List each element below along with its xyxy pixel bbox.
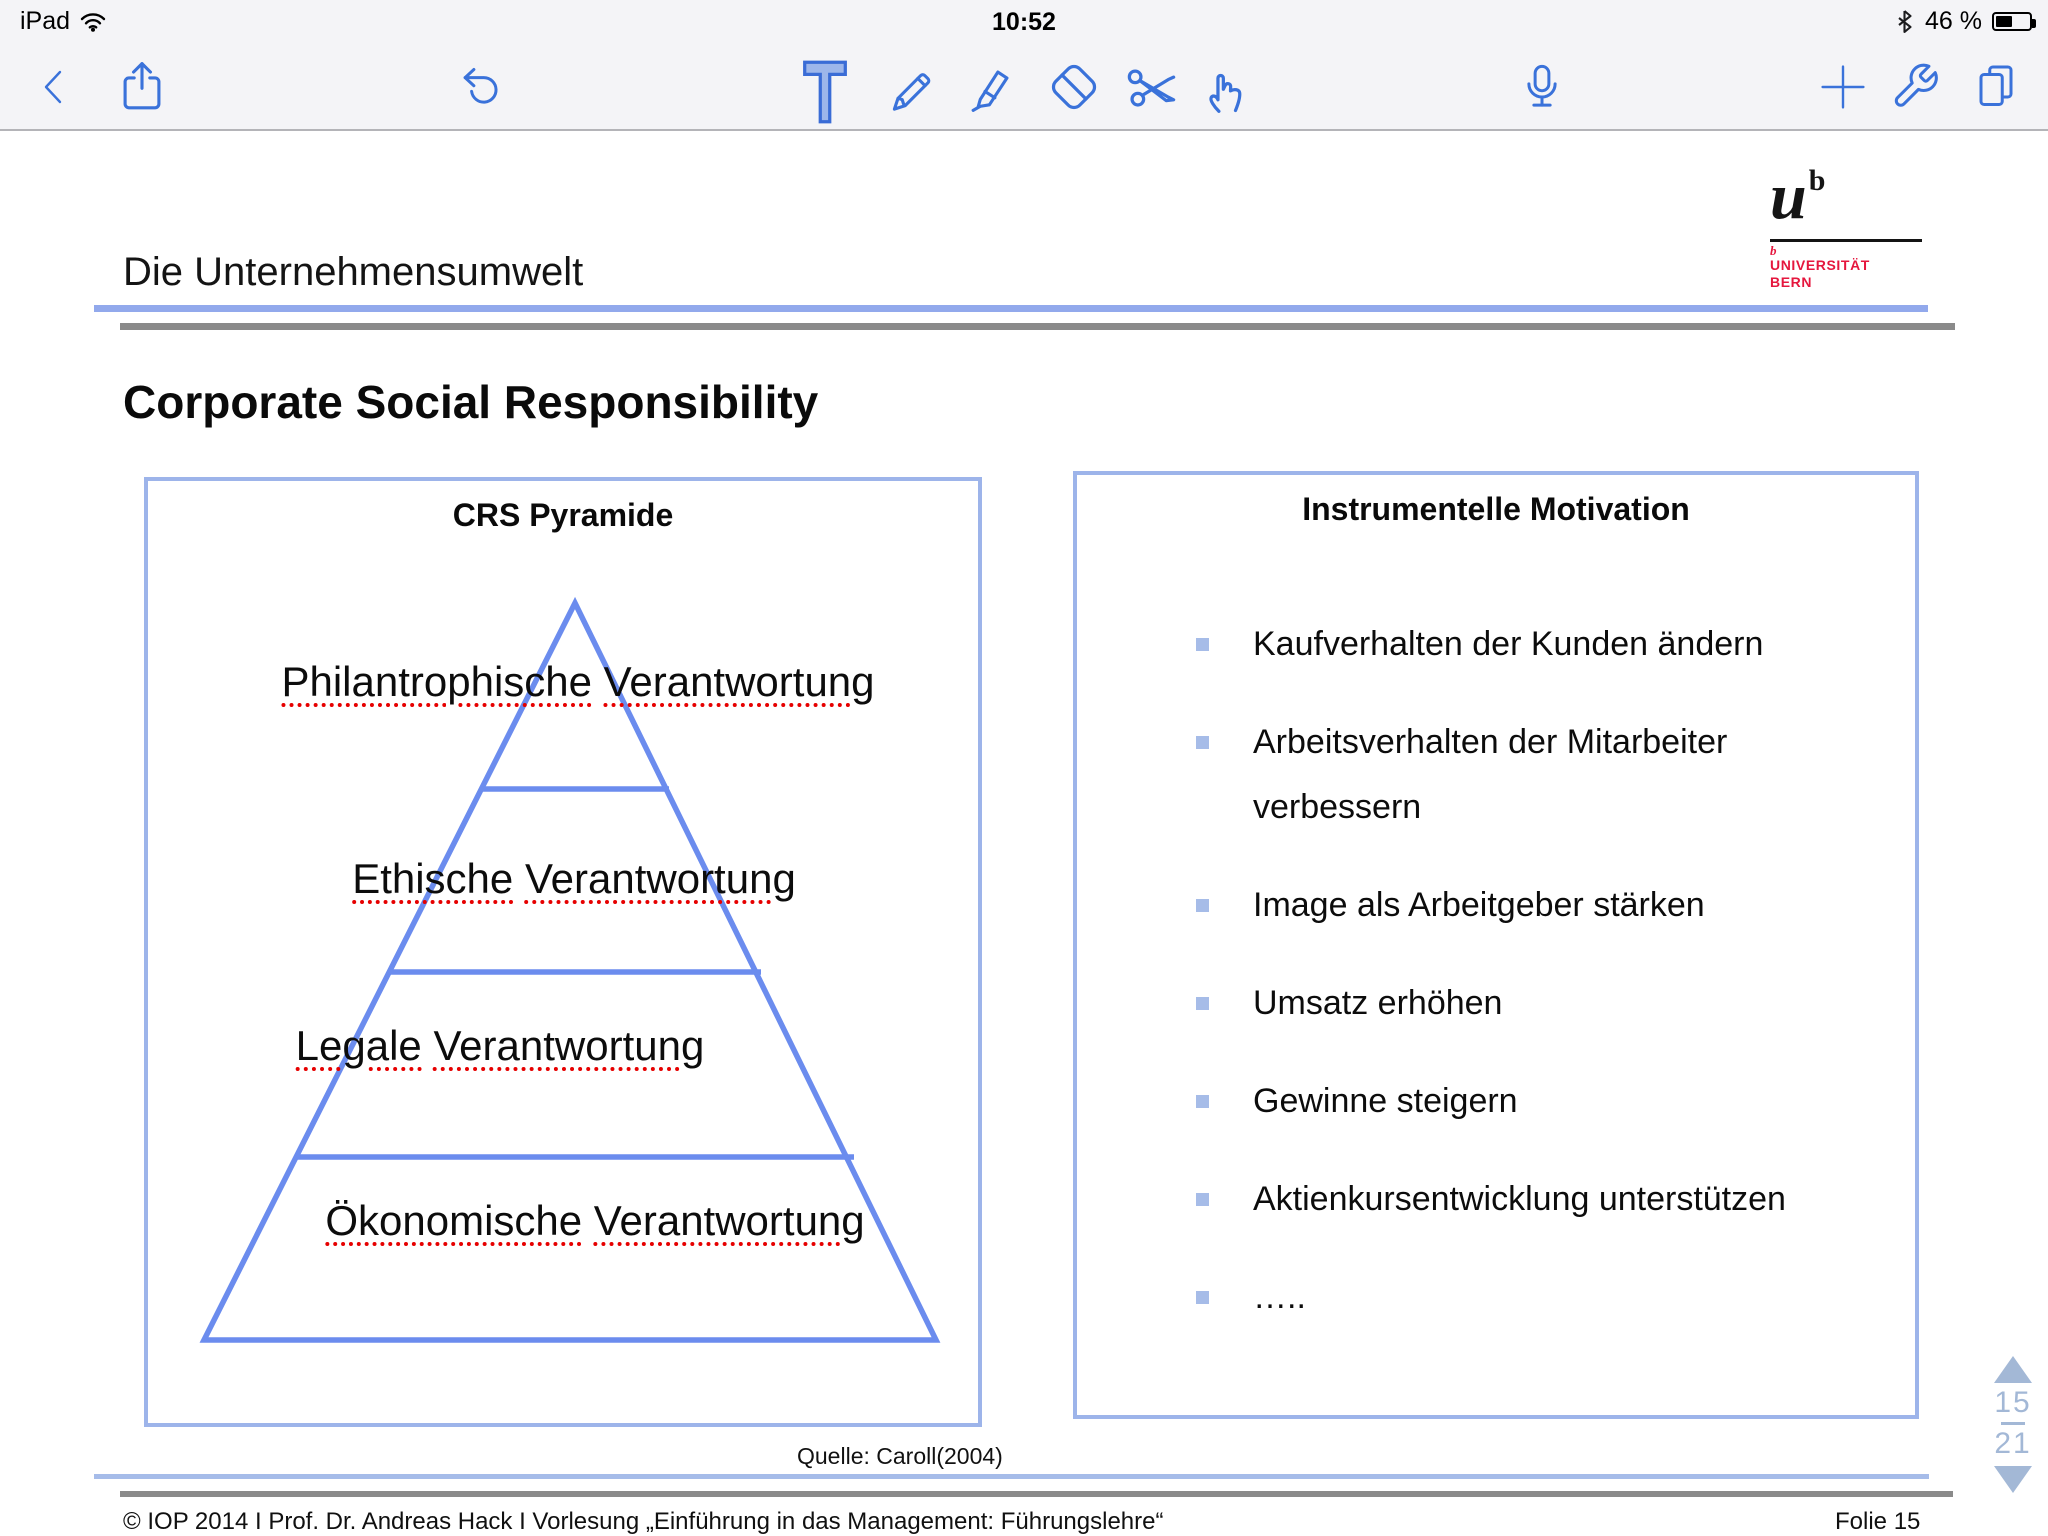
source-citation: Quelle: Caroll(2004) — [797, 1443, 1003, 1469]
highlighter-tool-button[interactable] — [962, 44, 1022, 130]
pyramid-level-ethical: Ethische Verantwortung — [352, 855, 796, 902]
page-navigator — [1988, 1356, 2038, 1493]
hand-tool-icon — [1200, 60, 1254, 114]
crs-pyramid-diagram — [144, 477, 982, 1427]
bluetooth-icon — [1895, 8, 1915, 35]
pyramid-level-economic: Ökonomische Verantwortung — [325, 1197, 865, 1244]
footer-slide-number: Folie 15 — [1835, 1508, 1921, 1535]
share-button[interactable] — [112, 44, 172, 130]
page-divider — [2001, 1422, 2025, 1425]
tools-icon — [1890, 61, 1942, 113]
share-icon — [116, 59, 168, 115]
top-bar — [0, 0, 2048, 131]
record-audio-button[interactable] — [1512, 44, 1572, 130]
motivation-bullet-list — [1088, 612, 1898, 1363]
logo-university-label: UNIVERSITÄT BERN — [1770, 257, 1870, 290]
list-item: Kaufverhalten der Kunden ändern — [1088, 612, 1893, 677]
page-up-icon[interactable] — [1994, 1356, 2032, 1383]
header-rule-gray — [120, 323, 1955, 330]
list-item: Gewinne steigern — [1088, 1069, 1893, 1134]
tools-button[interactable] — [1886, 44, 1946, 130]
undo-button[interactable] — [452, 44, 512, 130]
list-item: Arbeitsverhalten der Mitarbeiter verbessern — [1088, 710, 1893, 840]
add-page-button[interactable] — [1815, 44, 1871, 130]
pages-icon — [1971, 61, 2021, 113]
battery-icon — [1992, 12, 2032, 31]
toolbar — [0, 44, 2048, 130]
list-item: Umsatz erhöhen — [1088, 971, 1893, 1036]
back-icon — [35, 65, 75, 109]
page-total: 21 — [1994, 1427, 2032, 1460]
crs-pyramid-box-title: CRS Pyramide — [452, 497, 674, 533]
text-tool-icon — [802, 59, 848, 125]
logo-rule — [1770, 239, 1922, 242]
back-button[interactable] — [30, 44, 80, 130]
undo-icon — [457, 61, 507, 113]
add-page-icon — [1819, 63, 1867, 111]
pyramid-level-philanthropic: Philantrophische Verantwortung — [281, 658, 875, 705]
slide-page — [0, 131, 2048, 1536]
status-bar — [0, 0, 2048, 44]
eraser-tool-button[interactable] — [1044, 44, 1104, 130]
clock: 10:52 — [992, 8, 1056, 36]
page-down-icon[interactable] — [1994, 1466, 2032, 1493]
microphone-icon — [1517, 59, 1567, 115]
eraser-tool-icon — [1047, 60, 1101, 114]
footer-rule-gray — [120, 1491, 1953, 1497]
text-tool-button[interactable] — [797, 44, 853, 140]
hand-tool-button[interactable] — [1197, 44, 1257, 130]
footer-rule-blue — [94, 1474, 1929, 1479]
scissors-tool-button[interactable] — [1120, 44, 1180, 130]
device-label: iPad — [20, 7, 71, 35]
list-item: Aktienkursentwicklung unterstützen — [1088, 1167, 1893, 1232]
header-rule-blue — [94, 305, 1928, 312]
list-item: Image als Arbeitgeber stärken — [1088, 873, 1893, 938]
battery-percent: 46 % — [1925, 7, 1982, 35]
pen-tool-icon — [884, 61, 936, 113]
page-current: 15 — [1994, 1386, 2032, 1419]
slide-title: Corporate Social Responsibility — [123, 376, 819, 428]
instrumental-motivation-title: Instrumentelle Motivation — [1302, 491, 1690, 527]
list-item: ….. — [1088, 1265, 1893, 1330]
highlighter-tool-icon — [966, 61, 1018, 113]
footer-copyright: © IOP 2014 I Prof. Dr. Andreas Hack I Vorlesung „Einführung in das Management: Führungslehre“ — [123, 1508, 1164, 1535]
slide-header-title: Die Unternehmensumwelt — [123, 250, 584, 294]
scissors-tool-icon — [1123, 60, 1177, 114]
logo-u-mark: $u^b$ — [1770, 160, 1826, 233]
pyramid-level-legal: Legale Verantwortung — [295, 1022, 705, 1069]
pen-tool-button[interactable] — [880, 44, 940, 130]
logo-small-b: b — [1770, 243, 1777, 258]
pages-button[interactable] — [1966, 44, 2026, 130]
university-bern-logo — [1770, 151, 1960, 291]
